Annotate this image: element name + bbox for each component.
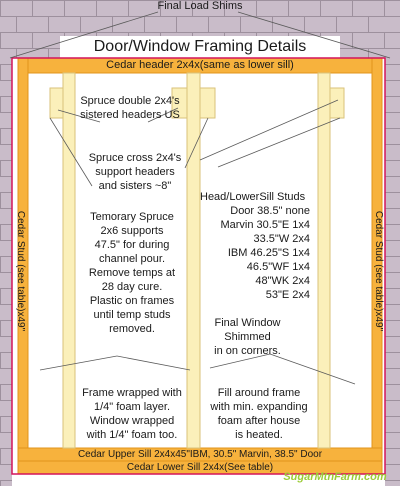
spruce-header-block-1 <box>50 88 63 118</box>
block-wall-left <box>0 0 12 486</box>
spruce-header-block-3 <box>200 88 215 118</box>
block-wall-right <box>385 0 400 486</box>
note-sill-studs: Head/LowerSill Studs Door 38.5" none Marvin 30.5"E 1x4 33.5"W 2x4 IBM 46.25"S 1x4 46.5"WF 1x4 48"WK 2x4 53"E 2x4 <box>200 191 310 301</box>
header-label: Cedar header 2x4x(same as lower sill) <box>106 59 294 71</box>
right-stud-label: Cedar Stud (see table)x49" <box>373 210 384 332</box>
note-spruce-double: Spruce double 2x4's sistered headers US <box>80 95 180 121</box>
shims-label: Final Load Shims <box>157 0 243 12</box>
lower-sill-label: Cedar Lower Sill 2x4x(See table) <box>126 462 274 473</box>
left-stud-label: Cedar Stud (see table)x49" <box>15 210 26 332</box>
upper-sill-label: Cedar Upper Sill 2x4x45"IBM, 30.5" Marvin, 38.5" Door <box>77 449 323 460</box>
page-title: Door/Window Framing Details <box>93 38 307 55</box>
note-fill-around: Fill around frame with min. expanding foam after house is heated. <box>210 387 308 441</box>
watermark: SugarMtnFarm.com <box>283 471 387 483</box>
note-final-window: Final Window Shimmed in on corners. <box>214 317 281 357</box>
note-temp-spruce: Temorary Spruce 2x6 supports 47.5" for during channel pour. Remove temps at 28 day cure. Plastic on frames until temp studs removed. <box>88 211 176 335</box>
note-frame-wrapped: Frame wrapped with 1/4" foam layer. Window wrapped with 1/4" foam too. <box>82 387 182 441</box>
note-spruce-cross: Spruce cross 2x4's support headers and sisters ~8" <box>88 152 182 192</box>
